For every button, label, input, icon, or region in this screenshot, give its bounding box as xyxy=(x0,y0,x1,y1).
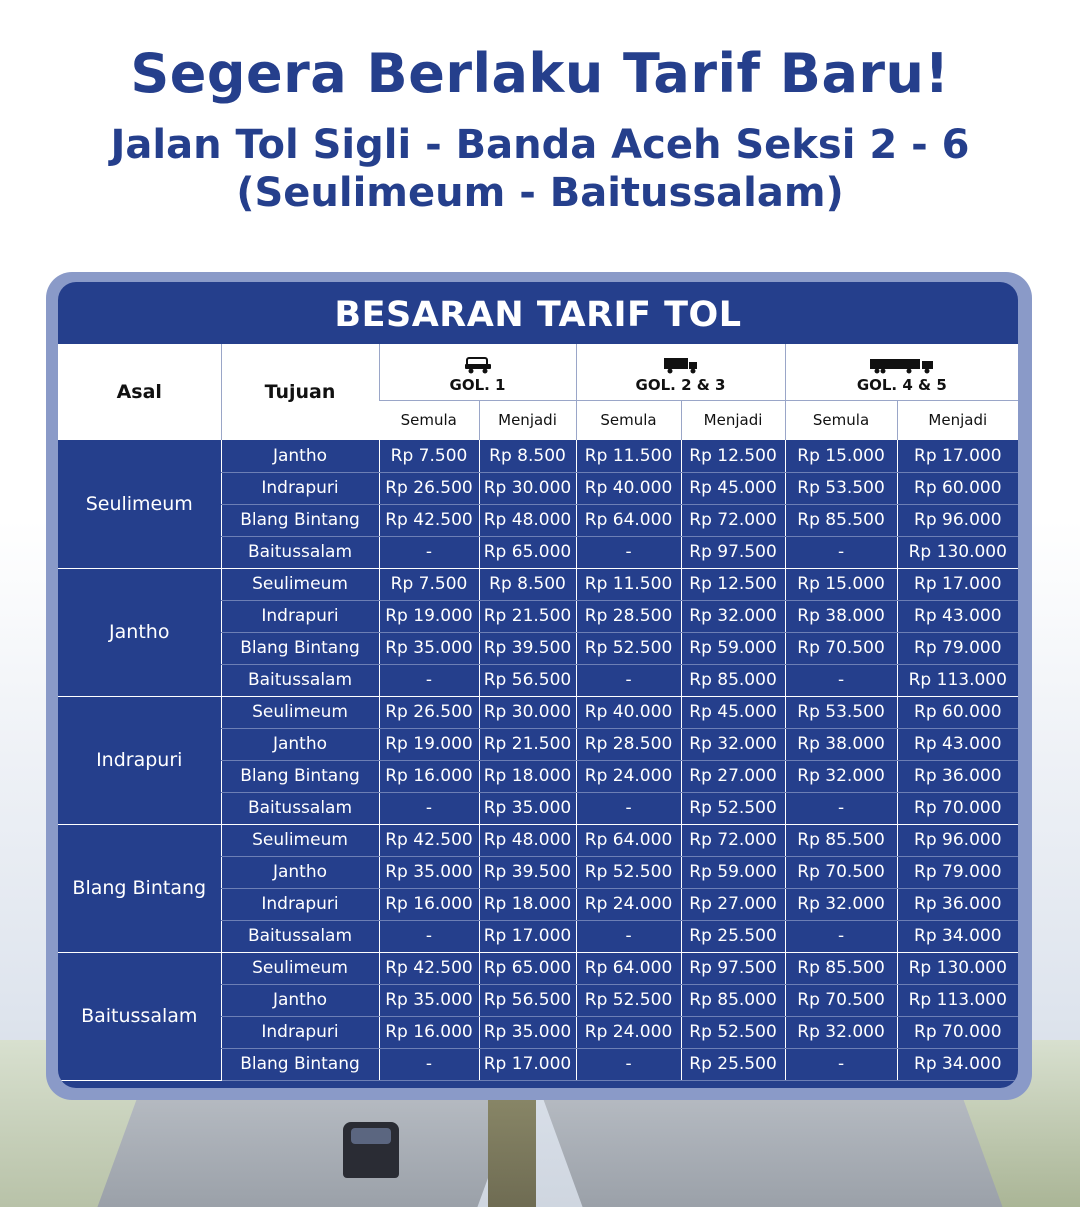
price-cell: Rp 26.500 xyxy=(379,696,479,728)
tujuan-cell: Indrapuri xyxy=(221,888,379,920)
price-cell: Rp 17.000 xyxy=(897,568,1018,600)
asal-cell: Indrapuri xyxy=(58,696,221,824)
price-cell: - xyxy=(785,792,897,824)
price-cell: Rp 7.500 xyxy=(379,568,479,600)
price-cell: - xyxy=(379,1048,479,1080)
price-cell: Rp 24.000 xyxy=(576,888,681,920)
trailer-truck-icon xyxy=(869,356,935,374)
price-cell: Rp 40.000 xyxy=(576,472,681,504)
card-title: BESARAN TARIF TOL xyxy=(334,295,742,335)
gol45-label: GOL. 4 & 5 xyxy=(856,375,947,394)
price-cell: Rp 65.000 xyxy=(479,952,576,984)
tujuan-cell: Seulimeum xyxy=(221,824,379,856)
price-cell: Rp 40.000 xyxy=(576,696,681,728)
price-cell: Rp 60.000 xyxy=(897,696,1018,728)
price-cell: Rp 34.000 xyxy=(897,920,1018,952)
sub-semula: Semula xyxy=(400,411,457,430)
truck-icon xyxy=(663,356,699,374)
sub-semula: Semula xyxy=(576,400,681,440)
price-cell: Rp 97.500 xyxy=(681,536,785,568)
price-cell: Rp 96.000 xyxy=(897,504,1018,536)
tujuan-cell: Blang Bintang xyxy=(221,1048,379,1080)
price-cell: Rp 35.000 xyxy=(379,632,479,664)
price-cell: Rp 8.500 xyxy=(479,568,576,600)
tariff-table-body xyxy=(58,440,1018,1080)
price-cell: Rp 42.500 xyxy=(379,504,479,536)
header-asal: Asal xyxy=(116,381,162,403)
price-cell: - xyxy=(379,664,479,696)
price-cell: Rp 43.000 xyxy=(897,600,1018,632)
price-cell: Rp 56.500 xyxy=(479,664,576,696)
price-cell: Rp 27.000 xyxy=(681,888,785,920)
price-cell: Rp 35.000 xyxy=(479,1016,576,1048)
headline-section: (Seulimeum - Baitussalam) xyxy=(236,170,844,216)
price-cell: Rp 16.000 xyxy=(379,1016,479,1048)
price-cell: Rp 70.500 xyxy=(785,632,897,664)
price-cell: Rp 28.500 xyxy=(576,600,681,632)
price-cell: Rp 113.000 xyxy=(897,984,1018,1016)
price-cell: Rp 72.000 xyxy=(681,504,785,536)
tujuan-cell: Baitussalam xyxy=(221,920,379,952)
price-cell: - xyxy=(785,664,897,696)
price-cell: Rp 48.000 xyxy=(479,824,576,856)
price-cell: Rp 130.000 xyxy=(897,952,1018,984)
price-cell: Rp 25.500 xyxy=(681,920,785,952)
price-cell: - xyxy=(576,664,681,696)
tujuan-cell: Indrapuri xyxy=(221,472,379,504)
price-cell: Rp 15.000 xyxy=(785,440,897,472)
tujuan-cell: Jantho xyxy=(221,856,379,888)
header-gol45 xyxy=(785,344,1018,400)
tujuan-cell: Blang Bintang xyxy=(221,504,379,536)
price-cell: Rp 70.500 xyxy=(785,856,897,888)
tujuan-cell: Indrapuri xyxy=(221,1016,379,1048)
header-tujuan: Tujuan xyxy=(221,344,379,440)
headline-title: Segera Berlaku Tarif Baru! xyxy=(130,42,950,105)
price-cell: Rp 11.500 xyxy=(576,440,681,472)
price-cell: Rp 35.000 xyxy=(379,856,479,888)
table-row xyxy=(58,952,1018,984)
price-cell: Rp 96.000 xyxy=(897,824,1018,856)
price-cell: - xyxy=(785,1048,897,1080)
price-cell: Rp 97.500 xyxy=(681,952,785,984)
price-cell: Rp 25.500 xyxy=(681,1048,785,1080)
tujuan-cell: Seulimeum xyxy=(221,696,379,728)
price-cell: Rp 35.000 xyxy=(379,984,479,1016)
table-row xyxy=(58,824,1018,856)
price-cell: Rp 32.000 xyxy=(785,760,897,792)
tujuan-cell: Baitussalam xyxy=(221,664,379,696)
price-cell: Rp 64.000 xyxy=(576,824,681,856)
price-cell: Rp 42.500 xyxy=(379,824,479,856)
tariff-card xyxy=(58,282,1018,1088)
price-cell: Rp 11.500 xyxy=(576,568,681,600)
price-cell: Rp 18.000 xyxy=(479,760,576,792)
asal-cell: Blang Bintang xyxy=(58,824,221,952)
price-cell: Rp 39.500 xyxy=(479,856,576,888)
asal-cell: Seulimeum xyxy=(58,440,221,568)
price-cell: Rp 43.000 xyxy=(897,728,1018,760)
tariff-table xyxy=(58,344,1018,1081)
price-cell: Rp 52.500 xyxy=(681,792,785,824)
price-cell: Rp 17.000 xyxy=(479,920,576,952)
price-cell: - xyxy=(576,792,681,824)
car-windshield xyxy=(351,1128,391,1144)
price-cell: Rp 56.500 xyxy=(479,984,576,1016)
price-cell: Rp 19.000 xyxy=(379,728,479,760)
price-cell: Rp 52.500 xyxy=(576,984,681,1016)
price-cell: Rp 64.000 xyxy=(576,952,681,984)
price-cell: Rp 36.000 xyxy=(897,888,1018,920)
price-cell: Rp 130.000 xyxy=(897,536,1018,568)
price-cell: Rp 8.500 xyxy=(479,440,576,472)
price-cell: Rp 30.000 xyxy=(479,472,576,504)
sub-menjadi: Menjadi xyxy=(681,400,785,440)
price-cell: Rp 19.000 xyxy=(379,600,479,632)
price-cell: Rp 52.500 xyxy=(681,1016,785,1048)
sub-menjadi: Menjadi xyxy=(897,400,1018,440)
asal-cell: Jantho xyxy=(58,568,221,696)
price-cell: Rp 24.000 xyxy=(576,760,681,792)
price-cell: Rp 42.500 xyxy=(379,952,479,984)
sub-semula: Semula xyxy=(785,400,897,440)
header-gol1 xyxy=(379,344,576,400)
price-cell: Rp 53.500 xyxy=(785,472,897,504)
price-cell: Rp 27.000 xyxy=(681,760,785,792)
tujuan-cell: Blang Bintang xyxy=(221,760,379,792)
price-cell: Rp 34.000 xyxy=(897,1048,1018,1080)
price-cell: Rp 15.000 xyxy=(785,568,897,600)
price-cell: Rp 32.000 xyxy=(785,1016,897,1048)
price-cell: Rp 24.000 xyxy=(576,1016,681,1048)
price-cell: - xyxy=(576,920,681,952)
price-cell: - xyxy=(379,536,479,568)
price-cell: Rp 36.000 xyxy=(897,760,1018,792)
price-cell: Rp 35.000 xyxy=(479,792,576,824)
price-cell: Rp 38.000 xyxy=(785,728,897,760)
price-cell: Rp 64.000 xyxy=(576,504,681,536)
price-cell: Rp 70.000 xyxy=(897,1016,1018,1048)
tujuan-cell: Seulimeum xyxy=(221,568,379,600)
car-icon xyxy=(463,356,493,374)
price-cell: Rp 70.000 xyxy=(897,792,1018,824)
table-row xyxy=(58,440,1018,472)
price-cell: Rp 17.000 xyxy=(479,1048,576,1080)
tujuan-cell: Jantho xyxy=(221,728,379,760)
price-cell: Rp 85.500 xyxy=(785,824,897,856)
price-cell: Rp 26.500 xyxy=(379,472,479,504)
table-header-row xyxy=(58,344,1018,400)
table-row xyxy=(58,568,1018,600)
price-cell: Rp 70.500 xyxy=(785,984,897,1016)
price-cell: Rp 39.500 xyxy=(479,632,576,664)
price-cell: - xyxy=(785,920,897,952)
price-cell: Rp 28.500 xyxy=(576,728,681,760)
price-cell: Rp 85.000 xyxy=(681,664,785,696)
price-cell: Rp 60.000 xyxy=(897,472,1018,504)
price-cell: Rp 113.000 xyxy=(897,664,1018,696)
price-cell: - xyxy=(379,920,479,952)
table-row xyxy=(58,696,1018,728)
price-cell: - xyxy=(785,536,897,568)
price-cell: Rp 16.000 xyxy=(379,888,479,920)
price-cell: Rp 16.000 xyxy=(379,760,479,792)
price-cell: - xyxy=(576,536,681,568)
price-cell: Rp 18.000 xyxy=(479,888,576,920)
price-cell: Rp 65.000 xyxy=(479,536,576,568)
price-cell: Rp 32.000 xyxy=(681,728,785,760)
price-cell: Rp 85.500 xyxy=(785,504,897,536)
price-cell: Rp 30.000 xyxy=(479,696,576,728)
price-cell: Rp 79.000 xyxy=(897,856,1018,888)
price-cell: Rp 59.000 xyxy=(681,632,785,664)
gol1-label: GOL. 1 xyxy=(449,375,506,394)
price-cell: Rp 7.500 xyxy=(379,440,479,472)
tujuan-cell: Indrapuri xyxy=(221,600,379,632)
price-cell: Rp 38.000 xyxy=(785,600,897,632)
price-cell: Rp 17.000 xyxy=(897,440,1018,472)
tujuan-cell: Jantho xyxy=(221,440,379,472)
price-cell: Rp 79.000 xyxy=(897,632,1018,664)
price-cell: - xyxy=(379,792,479,824)
price-cell: Rp 59.000 xyxy=(681,856,785,888)
gol23-label: GOL. 2 & 3 xyxy=(635,375,726,394)
price-cell: Rp 32.000 xyxy=(681,600,785,632)
price-cell: Rp 72.000 xyxy=(681,824,785,856)
header-gol23 xyxy=(576,344,785,400)
price-cell: Rp 45.000 xyxy=(681,472,785,504)
tujuan-cell: Baitussalam xyxy=(221,792,379,824)
sub-menjadi: Menjadi xyxy=(479,400,576,440)
price-cell: Rp 32.000 xyxy=(785,888,897,920)
price-cell: Rp 48.000 xyxy=(479,504,576,536)
tujuan-cell: Blang Bintang xyxy=(221,632,379,664)
price-cell: Rp 21.500 xyxy=(479,600,576,632)
price-cell: Rp 52.500 xyxy=(576,632,681,664)
price-cell: Rp 52.500 xyxy=(576,856,681,888)
price-cell: - xyxy=(576,1048,681,1080)
tujuan-cell: Baitussalam xyxy=(221,536,379,568)
price-cell: Rp 53.500 xyxy=(785,696,897,728)
price-cell: Rp 85.000 xyxy=(681,984,785,1016)
price-cell: Rp 21.500 xyxy=(479,728,576,760)
asal-cell: Baitussalam xyxy=(58,952,221,1080)
price-cell: Rp 85.500 xyxy=(785,952,897,984)
price-cell: Rp 45.000 xyxy=(681,696,785,728)
tujuan-cell: Jantho xyxy=(221,984,379,1016)
price-cell: Rp 12.500 xyxy=(681,568,785,600)
price-cell: Rp 12.500 xyxy=(681,440,785,472)
tujuan-cell: Seulimeum xyxy=(221,952,379,984)
headline-route: Jalan Tol Sigli - Banda Aceh Seksi 2 - 6 xyxy=(110,122,970,168)
